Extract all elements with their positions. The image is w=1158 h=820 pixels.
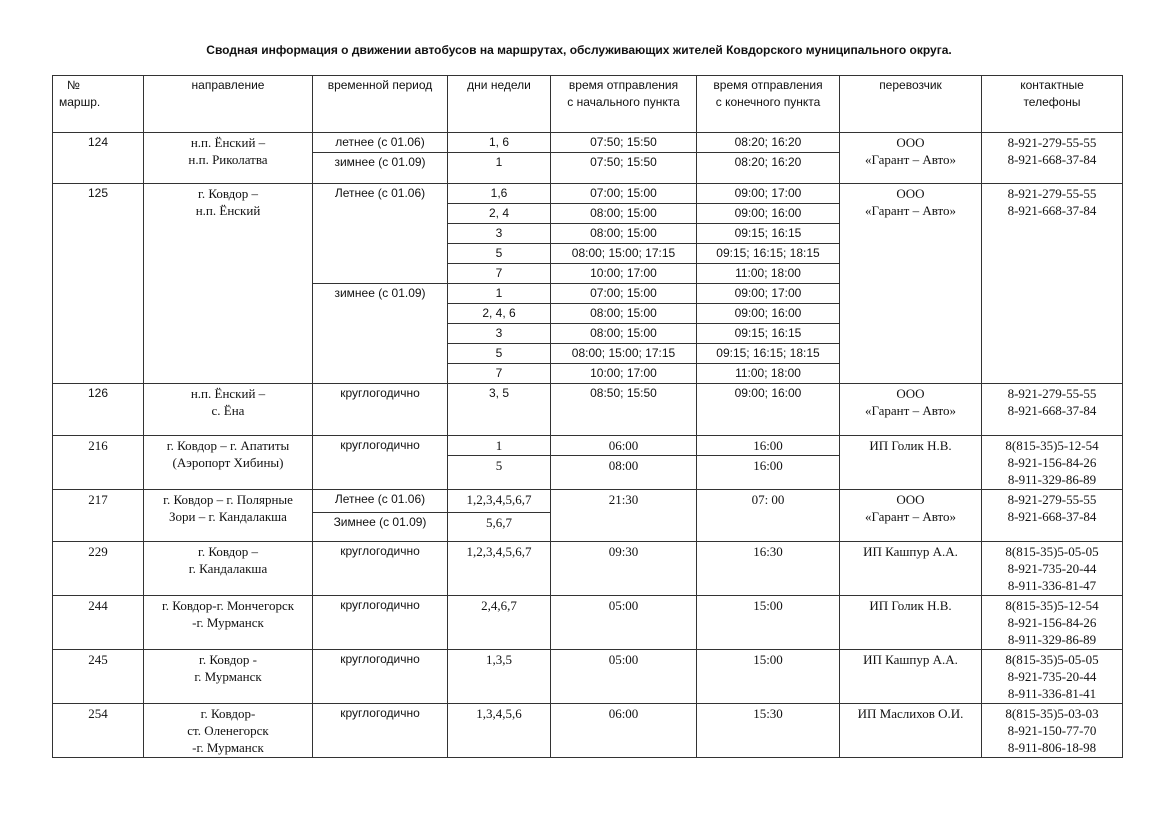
depart-end-cell: 09:00; 17:00 <box>697 184 840 204</box>
table-row <box>53 490 1123 513</box>
depart-end-cell: 15:00 <box>697 650 840 704</box>
depart-end-cell: 09:00; 16:00 <box>697 384 840 436</box>
days-cell: 5 <box>448 344 551 364</box>
route-number: 216 <box>53 436 144 490</box>
phones-cell: 8-921-279-55-55 8-921-668-37-84 <box>982 184 1123 384</box>
depart-end-cell: 09:00; 17:00 <box>697 284 840 304</box>
depart-start-cell: 09:30 <box>551 542 697 596</box>
route-number: 244 <box>53 596 144 650</box>
table-row <box>53 436 1123 456</box>
header-carrier: перевозчик <box>840 76 982 133</box>
carrier-cell: ООО «Гарант – Авто» <box>840 184 982 384</box>
days-cell: 3, 5 <box>448 384 551 436</box>
depart-end-cell: 07: 00 <box>697 490 840 542</box>
period-cell: зимнее (с 01.09) <box>313 153 448 184</box>
phones-cell: 8(815-35)5-05-05 8-921-735-20-44 8-911-336-81-41 <box>982 650 1123 704</box>
route-number: 126 <box>53 384 144 436</box>
route-direction: г. Ковдор – г. Полярные Зори – г. Кандалакша <box>144 490 313 542</box>
header-days: дни недели <box>448 76 551 133</box>
depart-end-cell: 08:20; 16:20 <box>697 133 840 153</box>
route-direction: г. Ковдор- ст. Оленегорск -г. Мурманск <box>144 704 313 758</box>
route-number: 124 <box>53 133 144 184</box>
depart-start-cell: 08:00; 15:00 <box>551 324 697 344</box>
depart-start-cell: 10:00; 17:00 <box>551 364 697 384</box>
carrier-cell: ООО «Гарант – Авто» <box>840 384 982 436</box>
phones-cell: 8(815-35)5-05-05 8-921-735-20-44 8-911-336-81-47 <box>982 542 1123 596</box>
days-cell: 1,3,4,5,6 <box>448 704 551 758</box>
table-row <box>53 542 1123 596</box>
days-cell: 1, 6 <box>448 133 551 153</box>
days-cell: 1,2,3,4,5,6,7 <box>448 542 551 596</box>
depart-start-cell: 07:50; 15:50 <box>551 153 697 184</box>
days-cell: 5,6,7 <box>448 513 551 542</box>
days-cell: 7 <box>448 264 551 284</box>
days-cell: 1,6 <box>448 184 551 204</box>
carrier-cell: ООО «Гарант – Авто» <box>840 490 982 542</box>
depart-start-cell: 08:00; 15:00 <box>551 204 697 224</box>
depart-start-cell: 06:00 <box>551 436 697 456</box>
table-row <box>53 133 1123 153</box>
header-depart-end: время отправления с конечного пункта <box>697 76 840 133</box>
route-number: 229 <box>53 542 144 596</box>
days-cell: 7 <box>448 364 551 384</box>
depart-start-cell: 08:50; 15:50 <box>551 384 697 436</box>
carrier-cell: ИП Маслихов О.И. <box>840 704 982 758</box>
route-direction: н.п. Ёнский – н.п. Риколатва <box>144 133 313 184</box>
days-cell: 3 <box>448 324 551 344</box>
phones-cell: 8-921-279-55-55 8-921-668-37-84 <box>982 384 1123 436</box>
route-number: 217 <box>53 490 144 542</box>
depart-end-cell: 09:15; 16:15; 18:15 <box>697 244 840 264</box>
phones-cell: 8(815-35)5-12-54 8-921-156-84-26 8-911-329-86-89 <box>982 596 1123 650</box>
depart-start-cell: 08:00 <box>551 456 697 490</box>
table-row <box>53 596 1123 650</box>
depart-start-cell: 06:00 <box>551 704 697 758</box>
depart-start-cell: 07:00; 15:00 <box>551 284 697 304</box>
depart-start-cell: 21:30 <box>551 490 697 542</box>
route-direction: г. Ковдор – н.п. Ёнский <box>144 184 313 384</box>
period-cell: круглогодично <box>313 542 448 596</box>
depart-start-cell: 08:00; 15:00; 17:15 <box>551 344 697 364</box>
depart-end-cell: 09:15; 16:15 <box>697 224 840 244</box>
table-row <box>53 384 1123 436</box>
document-title: Сводная информация о движении автобусов на маршрутах, обслуживающих жителей Ковдорского муниципального округа. <box>206 43 952 57</box>
route-direction: г. Ковдор-г. Мончегорск -г. Мурманск <box>144 596 313 650</box>
depart-end-cell: 16:00 <box>697 436 840 456</box>
route-direction: н.п. Ёнский – с. Ёна <box>144 384 313 436</box>
days-cell: 5 <box>448 244 551 264</box>
table-header-row <box>53 76 1123 133</box>
header-phones: контактные телефоны <box>982 76 1123 133</box>
days-cell: 1,2,3,4,5,6,7 <box>448 490 551 513</box>
header-depart-start: время отправления с начального пункта <box>551 76 697 133</box>
depart-start-cell: 05:00 <box>551 596 697 650</box>
depart-end-cell: 09:00; 16:00 <box>697 304 840 324</box>
phones-cell: 8-921-279-55-55 8-921-668-37-84 <box>982 490 1123 542</box>
route-number: 245 <box>53 650 144 704</box>
period-cell: Летнее (с 01.06) <box>313 490 448 513</box>
route-direction: г. Ковдор – г. Апатиты (Аэропорт Хибины) <box>144 436 313 490</box>
route-direction: г. Ковдор – г. Кандалакша <box>144 542 313 596</box>
depart-start-cell: 08:00; 15:00 <box>551 304 697 324</box>
header-route-no: № маршр. <box>53 76 144 133</box>
carrier-cell: ИП Голик Н.В. <box>840 436 982 490</box>
table-row <box>53 650 1123 704</box>
period-cell: зимнее (с 01.09) <box>313 284 448 384</box>
days-cell: 5 <box>448 456 551 490</box>
header-period: временной период <box>313 76 448 133</box>
depart-end-cell: 15:30 <box>697 704 840 758</box>
carrier-cell: ИП Кашпур А.А. <box>840 542 982 596</box>
period-cell: круглогодично <box>313 596 448 650</box>
days-cell: 2, 4, 6 <box>448 304 551 324</box>
period-cell: круглогодично <box>313 436 448 490</box>
period-cell: Летнее (с 01.06) <box>313 184 448 284</box>
days-cell: 1 <box>448 153 551 184</box>
depart-end-cell: 16:30 <box>697 542 840 596</box>
days-cell: 3 <box>448 224 551 244</box>
days-cell: 2, 4 <box>448 204 551 224</box>
depart-end-cell: 11:00; 18:00 <box>697 264 840 284</box>
depart-start-cell: 08:00; 15:00 <box>551 224 697 244</box>
depart-start-cell: 10:00; 17:00 <box>551 264 697 284</box>
table-row <box>53 704 1123 758</box>
table-row <box>53 184 1123 204</box>
depart-end-cell: 09:15; 16:15; 18:15 <box>697 344 840 364</box>
depart-end-cell: 15:00 <box>697 596 840 650</box>
depart-start-cell: 08:00; 15:00; 17:15 <box>551 244 697 264</box>
days-cell: 1,3,5 <box>448 650 551 704</box>
route-number: 125 <box>53 184 144 384</box>
route-number: 254 <box>53 704 144 758</box>
phones-cell: 8(815-35)5-12-54 8-921-156-84-26 8-911-329-86-89 <box>982 436 1123 490</box>
depart-start-cell: 05:00 <box>551 650 697 704</box>
header-direction: направление <box>144 76 313 133</box>
period-cell: Зимнее (с 01.09) <box>313 513 448 542</box>
phones-cell: 8(815-35)5-03-03 8-921-150-77-70 8-911-806-18-98 <box>982 704 1123 758</box>
bus-schedule-table <box>52 75 1123 758</box>
carrier-cell: ИП Кашпур А.А. <box>840 650 982 704</box>
depart-end-cell: 09:15; 16:15 <box>697 324 840 344</box>
days-cell: 2,4,6,7 <box>448 596 551 650</box>
period-cell: круглогодично <box>313 704 448 758</box>
depart-end-cell: 11:00; 18:00 <box>697 364 840 384</box>
days-cell: 1 <box>448 436 551 456</box>
period-cell: круглогодично <box>313 650 448 704</box>
depart-end-cell: 08:20; 16:20 <box>697 153 840 184</box>
period-cell: летнее (с 01.06) <box>313 133 448 153</box>
route-direction: г. Ковдор - г. Мурманск <box>144 650 313 704</box>
carrier-cell: ИП Голик Н.В. <box>840 596 982 650</box>
depart-end-cell: 16:00 <box>697 456 840 490</box>
depart-start-cell: 07:00; 15:00 <box>551 184 697 204</box>
days-cell: 1 <box>448 284 551 304</box>
carrier-cell: ООО «Гарант – Авто» <box>840 133 982 184</box>
phones-cell: 8-921-279-55-55 8-921-668-37-84 <box>982 133 1123 184</box>
period-cell: круглогодично <box>313 384 448 436</box>
depart-end-cell: 09:00; 16:00 <box>697 204 840 224</box>
depart-start-cell: 07:50; 15:50 <box>551 133 697 153</box>
